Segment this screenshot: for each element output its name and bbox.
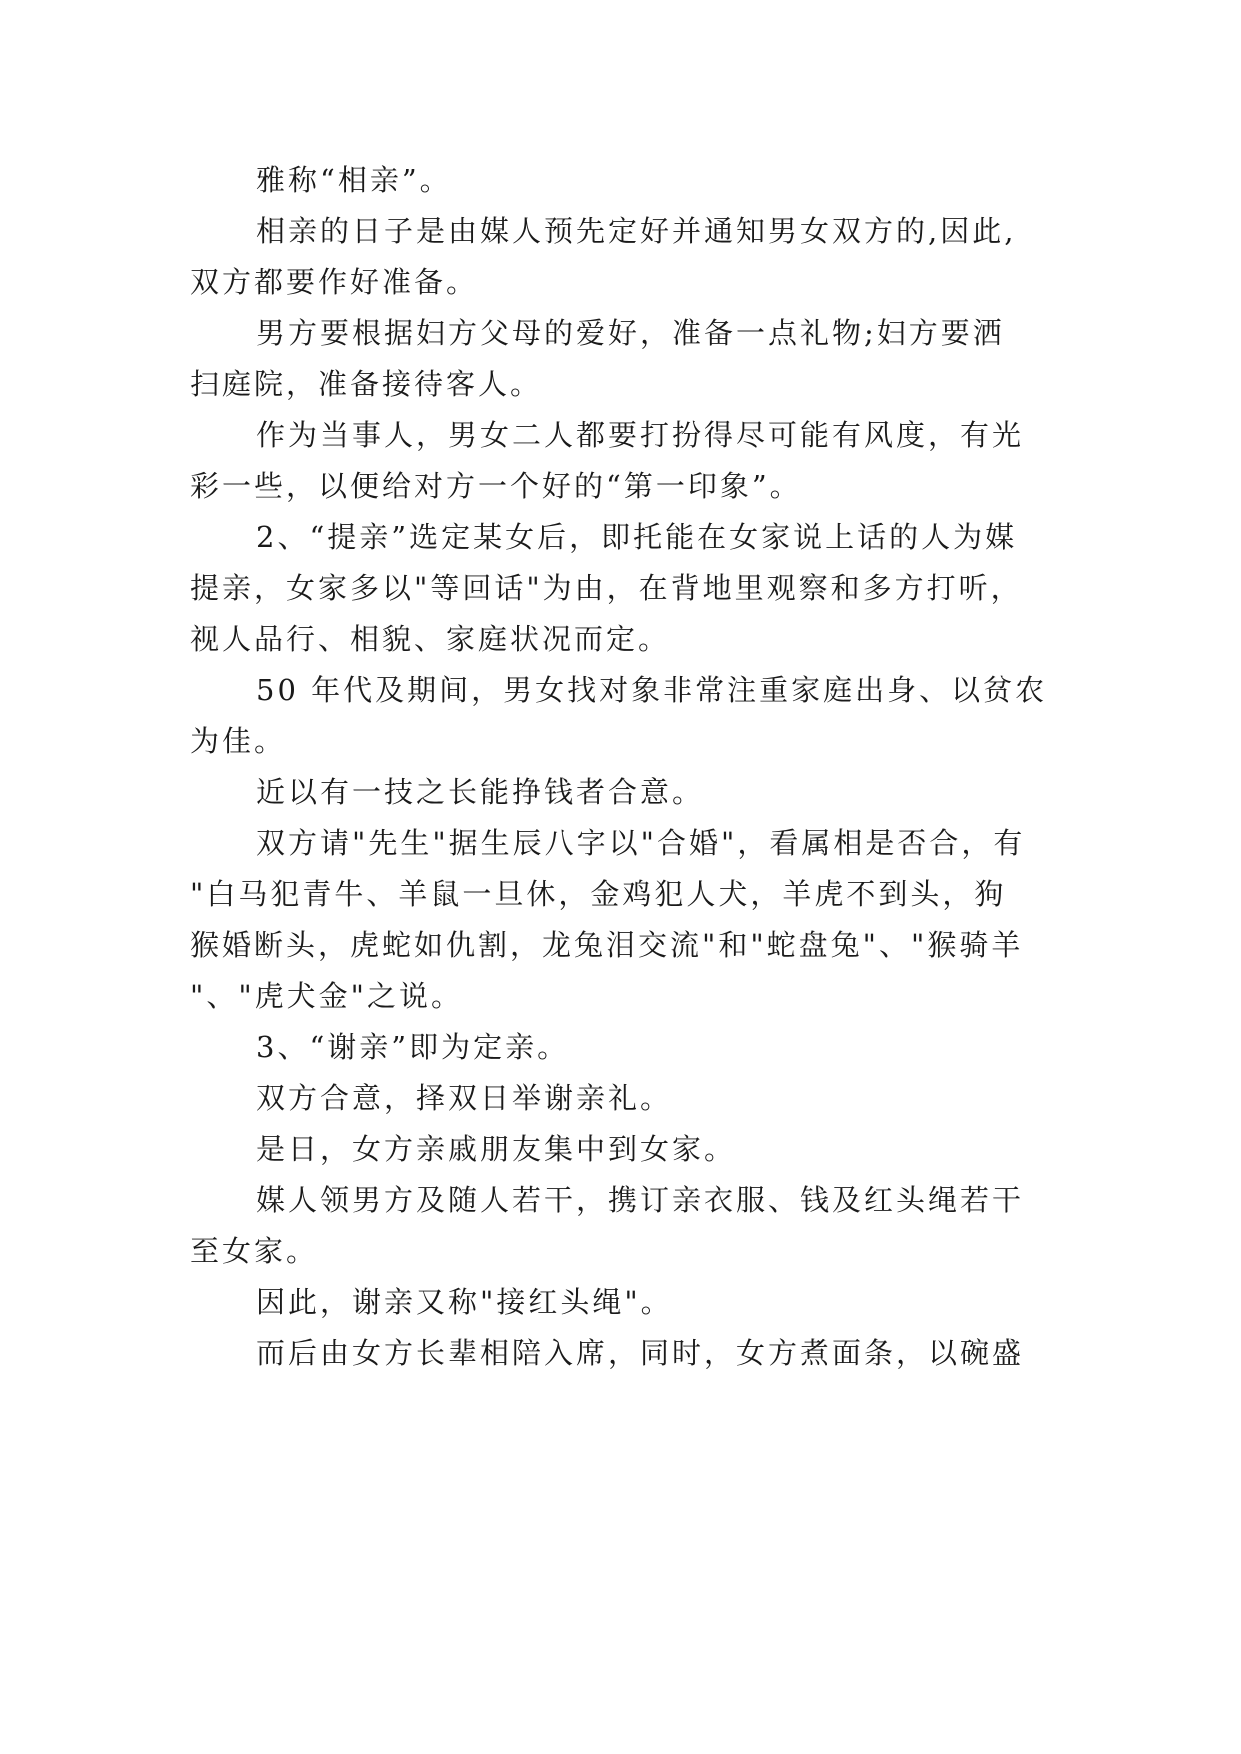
text-line: 猴婚断头，虎蛇如仇割，龙兔泪交流"和"蛇盘兔"、"猴骑羊 [190,928,1024,962]
text-line: 作为当事人，男女二人都要打扮得尽可能有风度，有光 [256,418,1025,452]
text-line: 双方请"先生"据生辰八字以"合婚"，看属相是否合，有 [256,826,1026,860]
text-line: 男方要根据妇方父母的爱好，准备一点礼物;妇方要洒 [256,316,1005,350]
text-line: 视人品行、相貌、家庭状况而定。 [190,622,671,656]
text-line: 媒人领男方及随人若干，携订亲衣服、钱及红头绳若干 [256,1183,1025,1217]
text-line: 至女家。 [190,1234,319,1268]
text-line: "、"虎犬金"之说。 [190,979,464,1013]
text-line: 因此，谢亲又称"接红头绳"。 [256,1285,673,1319]
text-line: 彩一些，以便给对方一个好的“第一印象”。 [190,469,802,503]
text-line: 而后由女方长辈相陪入席，同时，女方煮面条，以碗盛 [256,1336,1025,1370]
text-line: 相亲的日子是由媒人预先定好并通知男女双方的,因此, [256,214,1017,248]
text-line: 2、“提亲”选定某女后，即托能在女家说上话的人为媒 [256,520,1018,554]
text-line: "白马犯青牛、羊鼠一旦休，金鸡犯人犬，羊虎不到头，狗 [190,877,1007,911]
document-body [190,155,1070,1379]
text-line: 50 年代及期间，男女找对象非常注重家庭出身、以贫农 [256,673,1048,707]
text-line: 双方都要作好准备。 [190,265,479,299]
text-line: 提亲，女家多以"等回话"为由，在背地里观察和多方打听， [190,571,1023,605]
text-line: 是日，女方亲戚朋友集中到女家。 [256,1132,737,1166]
text-line: 3、“谢亲”即为定亲。 [256,1030,570,1064]
text-line: 扫庭院，准备接待客人。 [190,367,543,401]
text-line: 雅称“相亲”。 [256,163,452,197]
text-line: 近以有一技之长能挣钱者合意。 [256,775,705,809]
text-line: 为佳。 [190,724,287,758]
text-line: 双方合意，择双日举谢亲礼。 [256,1081,673,1115]
